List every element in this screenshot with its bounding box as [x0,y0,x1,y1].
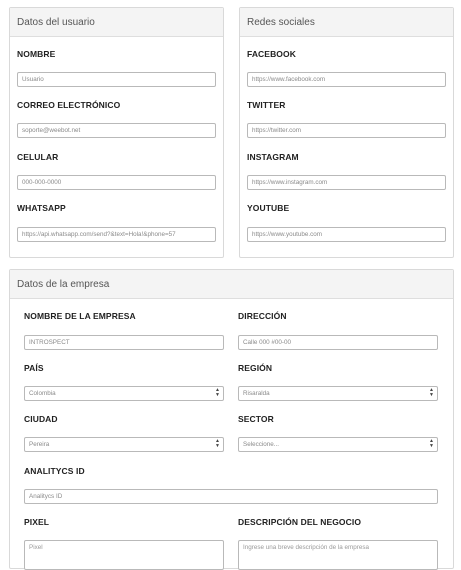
description-textarea[interactable]: Ingrese una breve descripción de la empresa [238,540,438,570]
pixel-label: PIXEL [24,517,50,527]
twitter-label: TWITTER [247,100,286,110]
instagram-field[interactable]: https://www.instagram.com [247,175,446,190]
sector-select-value: Seleccione... [243,441,280,448]
youtube-field[interactable]: https://www.youtube.com [247,227,446,242]
whatsapp-label: WHATSAPP [17,203,66,213]
city-select-value: Pereira [29,441,50,448]
region-select-value: Risaralda [243,390,270,397]
facebook-label: FACEBOOK [247,49,296,59]
country-select-value: Colombia [29,390,56,397]
phone-field[interactable]: 000-000-0000 [17,175,216,190]
email-field[interactable]: soporte@weebot.net [17,123,216,138]
email-label: CORREO ELECTRÓNICO [17,100,121,110]
city-label: CIUDAD [24,414,58,424]
up-down-arrows-icon: ▲ ▼ [429,387,434,398]
country-label: PAÍS [24,363,44,373]
address-field[interactable]: Calle 000 #00-00 [238,335,438,350]
up-down-arrows-icon: ▲ ▼ [215,387,220,398]
facebook-field[interactable]: https://www.facebook.com [247,72,446,87]
youtube-label: YOUTUBE [247,203,290,213]
whatsapp-field[interactable]: https://api.whatsapp.com/send?&text=Hola!&phone=57 [17,227,216,242]
city-select[interactable] [24,437,224,452]
sector-label: SECTOR [238,414,274,424]
instagram-label: INSTAGRAM [247,152,299,162]
region-label: REGIÓN [238,363,273,373]
pixel-textarea[interactable]: Pixel [24,540,224,570]
address-label: DIRECCIÓN [238,311,287,321]
country-select[interactable] [24,386,224,401]
analytics-label: ANALITYCS ID [24,466,85,476]
company-name-field[interactable]: INTROSPECT [24,335,224,350]
company-name-label: NOMBRE DE LA EMPRESA [24,311,136,321]
description-label: DESCRIPCIÓN DEL NEGOCIO [238,517,362,527]
region-select[interactable] [238,386,438,401]
name-label: NOMBRE [17,49,56,59]
user-data-panel-title: Datos del usuario [10,8,223,37]
phone-label: CELULAR [17,152,59,162]
social-panel-title: Redes sociales [240,8,453,37]
twitter-field[interactable]: https://twitter.com [247,123,446,138]
analytics-field[interactable]: Analitycs ID [24,489,438,504]
company-panel-title: Datos de la empresa [10,270,453,299]
sector-select[interactable] [238,437,438,452]
up-down-arrows-icon: ▲ ▼ [429,438,434,449]
up-down-arrows-icon: ▲ ▼ [215,438,220,449]
name-field[interactable]: Usuario [17,72,216,87]
